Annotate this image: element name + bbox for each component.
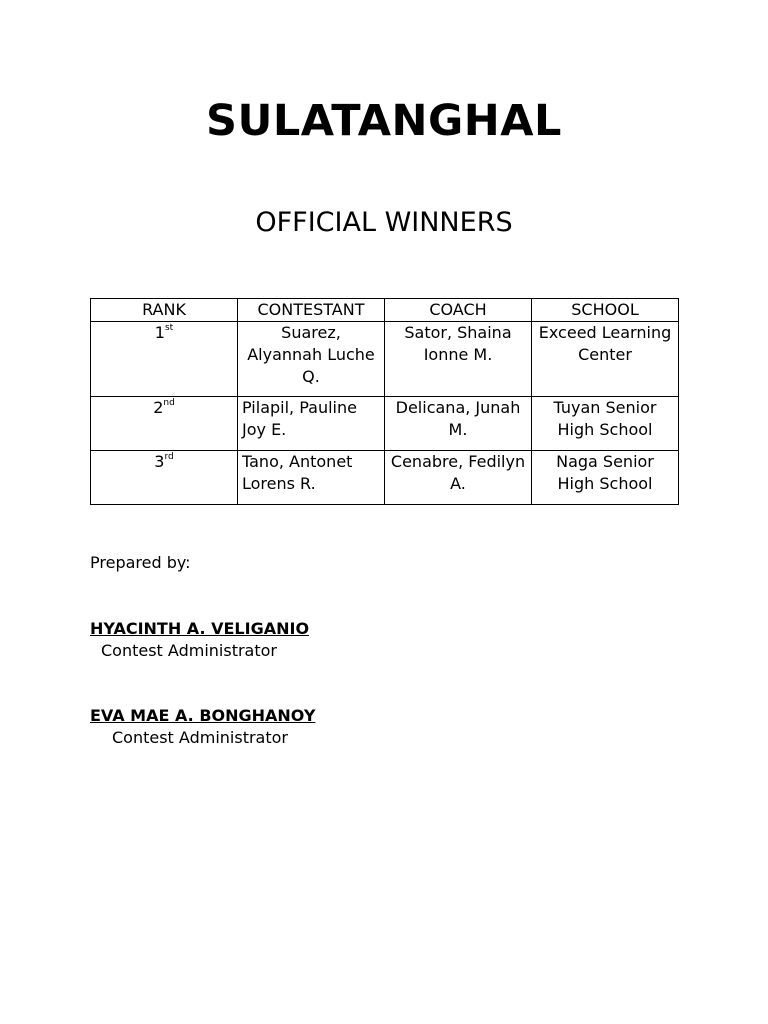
table-row — [91, 397, 679, 451]
prepared-by-label: Prepared by: — [90, 553, 191, 572]
contestant-cell: Pilapil, Pauline Joy E. — [238, 397, 385, 451]
signer-name: HYACINTH A. VELIGANIO — [90, 619, 310, 638]
header-rank: RANK — [91, 299, 238, 322]
coach-cell: Cenabre, Fedilyn A. — [385, 451, 532, 505]
signer-role: Contest Administrator — [112, 728, 288, 747]
rank-cell — [91, 397, 238, 451]
winners-table — [90, 298, 679, 505]
contestant-cell: Tano, Antonet Lorens R. — [238, 451, 385, 505]
table-row — [91, 451, 679, 505]
coach-cell: Sator, Shaina Ionne M. — [385, 322, 532, 397]
document-title: SULATANGHAL — [206, 96, 562, 146]
table-header-row — [91, 299, 679, 322]
table-row — [91, 322, 679, 397]
coach-cell: Delicana, Junah M. — [385, 397, 532, 451]
header-contestant: CONTESTANT — [238, 299, 385, 322]
rank-cell — [91, 322, 238, 397]
header-school: SCHOOL — [532, 299, 679, 322]
signer-role: Contest Administrator — [101, 641, 277, 660]
signer-name: EVA MAE A. BONGHANOY — [90, 706, 316, 725]
document-subtitle: OFFICIAL WINNERS — [255, 207, 513, 238]
rank-number: 1 — [154, 323, 165, 342]
rank-number: 2 — [153, 398, 164, 417]
school-cell: Naga Senior High School — [532, 451, 679, 505]
school-cell: Tuyan Senior High School — [532, 397, 679, 451]
header-coach: COACH — [385, 299, 532, 322]
rank-number: 3 — [154, 452, 165, 471]
school-cell: Exceed Learning Center — [532, 322, 679, 397]
contestant-cell: Suarez, Alyannah Luche Q. — [238, 322, 385, 397]
rank-suffix: st — [164, 323, 174, 333]
rank-suffix: nd — [163, 398, 175, 408]
rank-suffix: rd — [164, 452, 174, 462]
rank-cell — [91, 451, 238, 505]
